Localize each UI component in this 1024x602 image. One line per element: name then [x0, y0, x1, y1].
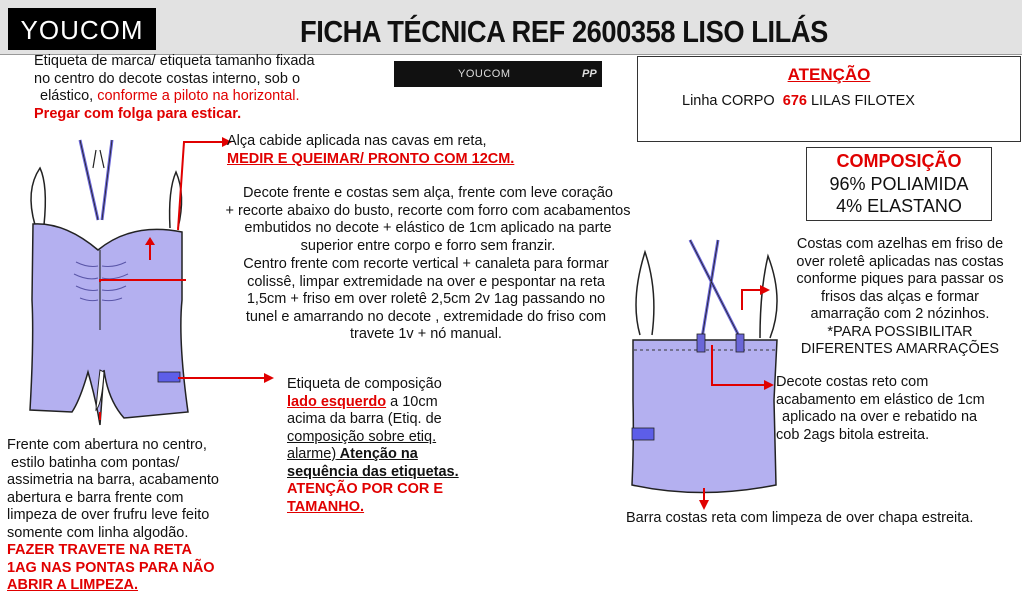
label-sample-size: PP	[582, 68, 597, 80]
label-sample-brand: YOUCOM	[458, 68, 511, 80]
note-comp-l3: acima da barra (Etiq. de	[287, 411, 442, 427]
note-front-r3: ABRIR A LIMPEZA.	[7, 577, 139, 593]
note-brand-label-l4: Pregar com folga para esticar.	[34, 105, 242, 122]
note-front-l6: somente com linha algodão.	[7, 524, 189, 541]
page-title: FICHA TÉCNICA REF 2600358 LISO LILÁS	[300, 14, 828, 49]
note-front-l5: limpeza de over frufru leve feito	[7, 507, 210, 523]
thread-code: 676	[782, 93, 807, 109]
note-center-front-l3: 1,5cm + friso em over roletê 2,5cm 2v 1ag passando no	[246, 291, 606, 307]
note-brand-label-l3b: conforme a piloto na horizontal.	[97, 88, 300, 104]
note-back-loops-l7: DIFERENTES AMARRAÇÕES	[800, 341, 1000, 357]
attention-heading: ATENÇÃO	[787, 65, 871, 84]
note-comp-l6: sequência das etiquetas.	[287, 463, 459, 480]
front-view	[30, 140, 188, 425]
note-back-loops	[766, 236, 1024, 359]
note-composition-label	[287, 376, 459, 516]
note-comp-l1: Etiqueta de composição	[287, 376, 442, 392]
note-center-front-l1: Centro frente com recorte vertical + canaleta para formar	[243, 256, 609, 272]
note-back-neckline	[776, 374, 985, 444]
note-front-l1: Frente com abertura no centro,	[7, 437, 207, 453]
note-comp-l2b: a 10cm	[386, 393, 438, 410]
composition-fiber-2: 4% ELASTANO	[836, 196, 962, 216]
note-strap	[227, 133, 514, 168]
composition-heading: COMPOSIÇÃO	[836, 151, 962, 171]
front-body	[30, 224, 188, 425]
note-back-loops-l5: amarração com 2 nózinhos.	[810, 306, 990, 322]
note-front-l4: abertura e barra frente com	[7, 489, 184, 506]
note-comp-l8: TAMANHO.	[287, 498, 365, 515]
note-back-loops-l2: over roletê aplicadas nas costas	[796, 253, 1004, 270]
note-back-neck-l4: cob 2ags bitola estreita.	[776, 426, 930, 443]
note-comp-l2	[287, 394, 459, 412]
note-neckline-l2: + recorte abaixo do busto, recorte com forro com acabamentos	[225, 202, 631, 219]
note-brand-label-l3	[34, 88, 315, 106]
note-comp-l5a: alarme)	[287, 446, 337, 462]
note-neckline-l4: superior entre corpo e forro sem franzir.	[300, 237, 556, 254]
note-neckline-l3: embutidos no decote + elástico de 1cm aplicado na parte	[244, 220, 612, 236]
back-body	[632, 340, 777, 493]
note-back-neck-l3: aplicado na over e rebatido na	[782, 409, 978, 425]
front-left-strap	[31, 168, 45, 225]
note-center-front-l5: travete 1v + nó manual.	[350, 326, 502, 342]
thread-line-prefix: Linha CORPO	[682, 93, 775, 109]
note-back-loops-l1: Costas com azelhas em friso de	[796, 236, 1004, 252]
brand-logo: YOUCOM	[8, 8, 156, 50]
back-loop-left-tab	[697, 334, 705, 352]
back-loop-right-tab	[736, 334, 744, 352]
note-back-loops-l4: frisos das alças e formar	[821, 288, 979, 305]
back-composition-label	[632, 428, 654, 440]
note-brand-label-l3a: elástico,	[40, 88, 94, 104]
note-neckline	[192, 185, 664, 255]
note-comp-l5b: Atenção na	[336, 446, 418, 462]
front-composition-label	[158, 372, 180, 382]
note-strap-l1: Alça cabide aplicada nas cavas em reta,	[227, 133, 487, 149]
note-center-front	[196, 256, 656, 344]
note-center-front-l4: tunel e amarrando no decote , extremidade do friso com	[245, 308, 607, 325]
note-front-r2: 1AG NAS PONTAS PARA NÃO	[7, 559, 215, 576]
note-brand-label-l2: no centro do decote costas interno, sob o	[34, 70, 301, 87]
note-front-l2: estilo batinha com pontas/	[11, 454, 180, 471]
note-neckline-l1: Decote frente e costas sem alça, frente com leve coração	[243, 185, 613, 201]
note-back-neck-l2: acabamento em elástico de 1cm	[776, 391, 985, 408]
note-brand-label	[34, 53, 315, 123]
note-back-loops-l3: conforme piques para passar os	[796, 271, 1004, 287]
note-comp-l2a: lado esquerdo	[287, 393, 387, 410]
note-front-opening	[7, 437, 219, 595]
front-tie-bow	[93, 150, 104, 168]
note-comp-l7: ATENÇÃO POR COR E	[287, 481, 444, 497]
note-back-neck-l1: Decote costas reto com	[776, 374, 929, 390]
note-back-hem: Barra costas reta com limpeza de over chapa estreita.	[626, 510, 974, 526]
note-front-r1: FAZER TRAVETE NA RETA	[7, 542, 193, 558]
note-brand-label-l1: Etiqueta de marca/ etiqueta tamanho fixada	[34, 53, 315, 69]
note-back-loops-l6: *PARA POSSIBILITAR	[827, 323, 973, 340]
note-comp-l4: composição sobre etiq.	[287, 428, 437, 445]
note-center-front-l2: colissê, limpar extremidade na over e pespontar na reta	[247, 273, 605, 290]
note-comp-l5	[287, 446, 459, 464]
note-strap-l2: MEDIR E QUEIMAR/ PRONTO COM 12CM.	[227, 150, 515, 167]
thread-line-suffix: LILAS FILOTEX	[810, 93, 915, 109]
composition-fiber-1: 96% POLIAMIDA	[829, 174, 969, 194]
note-front-l3: assimetria na barra, acabamento	[7, 472, 219, 488]
